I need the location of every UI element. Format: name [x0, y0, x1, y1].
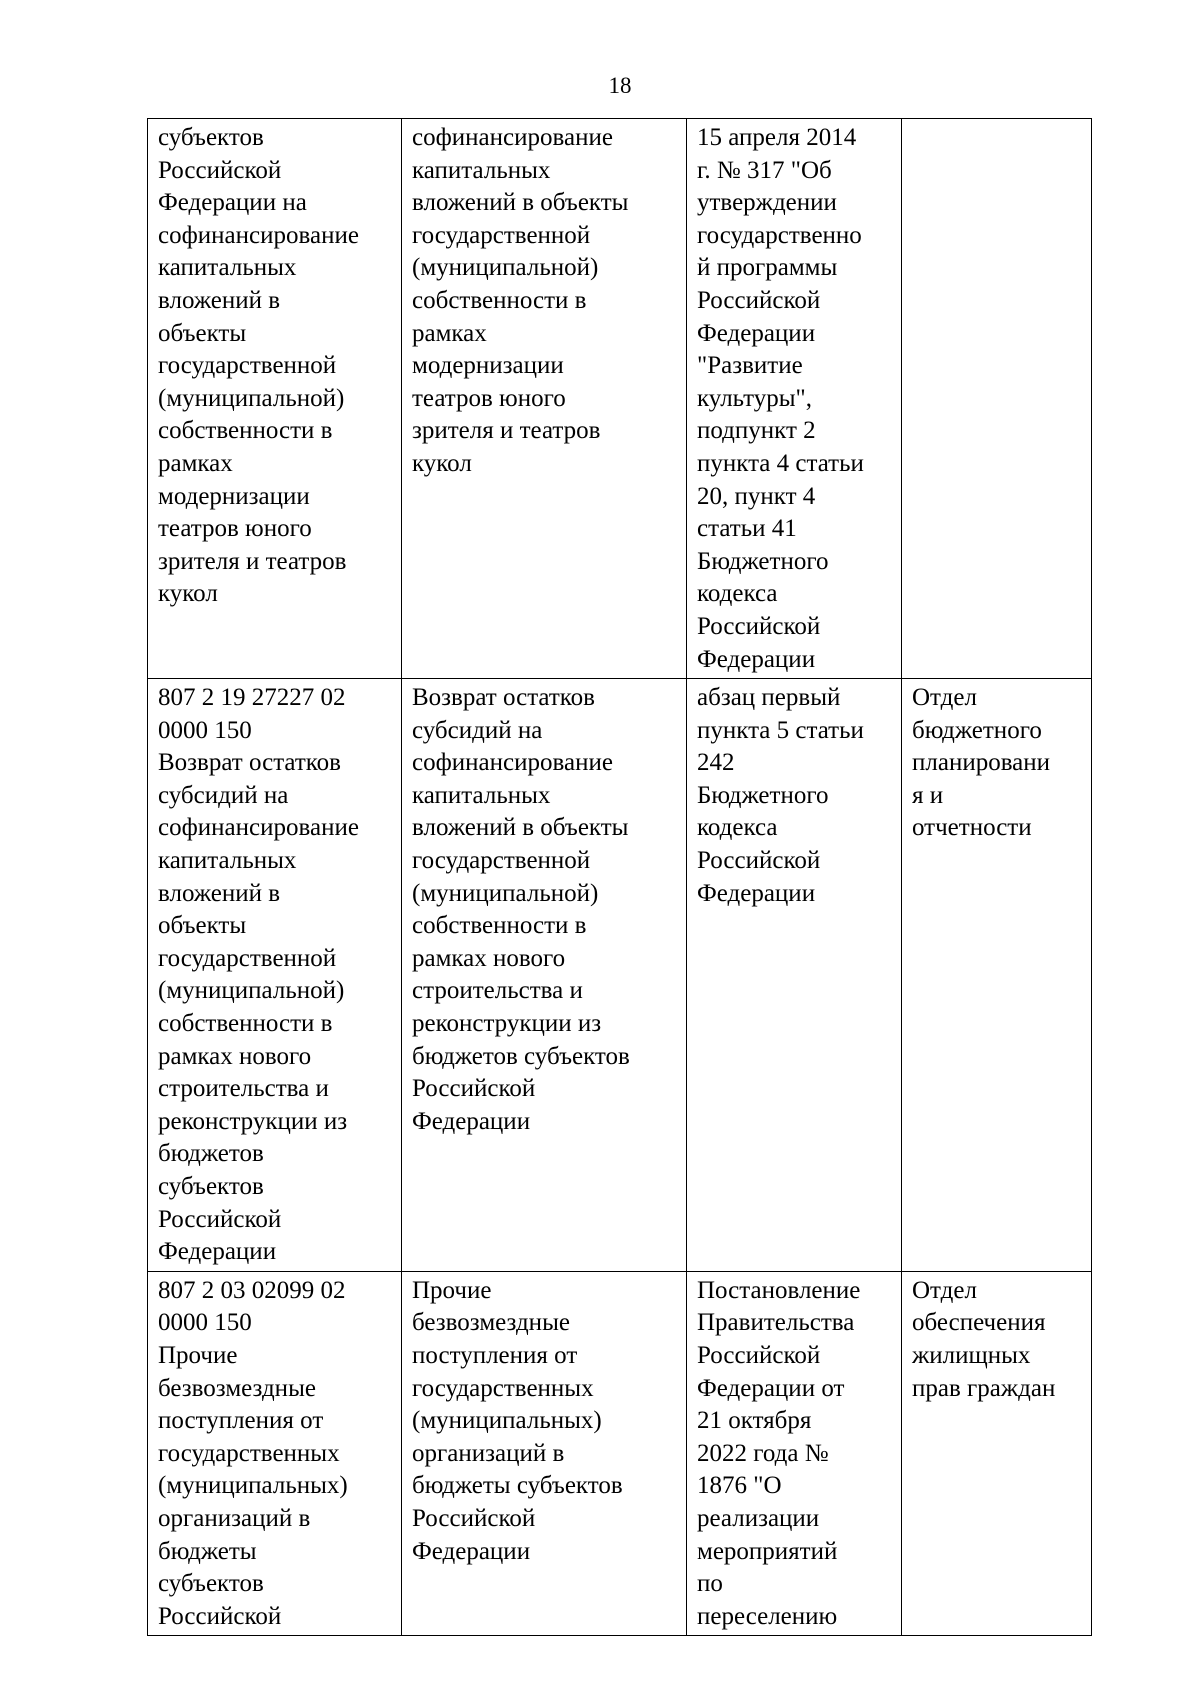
table-cell-department: [902, 1271, 1092, 1636]
cell-text: Отдел бюджетного планировани я и отчетности: [912, 684, 1051, 842]
cell-text: софинансирование капитальных вложений в объекты государственной (муниципальной) собственности в рамках модернизации театров юного зрителя и театров кукол: [412, 124, 629, 477]
table-row: [148, 1271, 1092, 1636]
page-number: 18: [608, 73, 632, 98]
table-cell-income-name: [402, 1271, 687, 1636]
table-cell-department: [902, 119, 1092, 679]
cell-text: 807 2 03 02099 02 0000 150 Прочие безвозмездные поступления от государственных (муниципальных) организаций в бюджеты субъектов Российской: [158, 1276, 348, 1630]
table-cell-legal-basis: [687, 1271, 902, 1636]
cell-text: Отдел обеспечения жилищных прав граждан: [912, 1276, 1056, 1402]
table-cell-code-description: [148, 119, 402, 679]
table-cell-code-description: [148, 1271, 402, 1636]
cell-text: Прочие безвозмездные поступления от государственных (муниципальных) организаций в бюджеты субъектов Российской Федерации: [412, 1276, 623, 1565]
table-row: [148, 679, 1092, 1272]
table-cell-income-name: [402, 679, 687, 1272]
cell-text: Постановление Правительства Российской Федерации от 21 октября 2022 года № 1876 "О реализации мероприятий по переселению: [697, 1276, 861, 1630]
cell-text: 807 2 19 27227 02 0000 150 Возврат остатков субсидий на софинансирование капитальных вложений в объекты государственной (муниципальной) собственности в рамках нового строительства и реконструкции из бюджетов субъектов Российской Федерации: [158, 684, 359, 1266]
table-cell-legal-basis: [687, 119, 902, 679]
document-table: [147, 118, 1092, 1636]
cell-text: Возврат остатков субсидий на софинансирование капитальных вложений в объекты государственной (муниципальной) собственности в рамках нового строительства и реконструкции из бюджетов субъектов Российской Федерации: [412, 684, 630, 1135]
table-cell-code-description: [148, 679, 402, 1272]
cell-text: 15 апреля 2014 г. № 317 "Об утверждении государственно й программы Российской Федерации "Развитие культуры", подпункт 2 пункта 4 статьи 20, пункт 4 статьи 41 Бюджетного кодекса Российской Федерации: [697, 124, 864, 673]
table-row: [148, 119, 1092, 679]
table-cell-legal-basis: [687, 679, 902, 1272]
cell-text: субъектов Российской Федерации на софинансирование капитальных вложений в объекты государственной (муниципальной) собственности в рамках модернизации театров юного зрителя и театров кукол: [158, 124, 359, 608]
cell-text: абзац первый пункта 5 статьи 242 Бюджетного кодекса Российской Федерации: [697, 684, 864, 907]
table-cell-department: [902, 679, 1092, 1272]
table-cell-income-name: [402, 119, 687, 679]
